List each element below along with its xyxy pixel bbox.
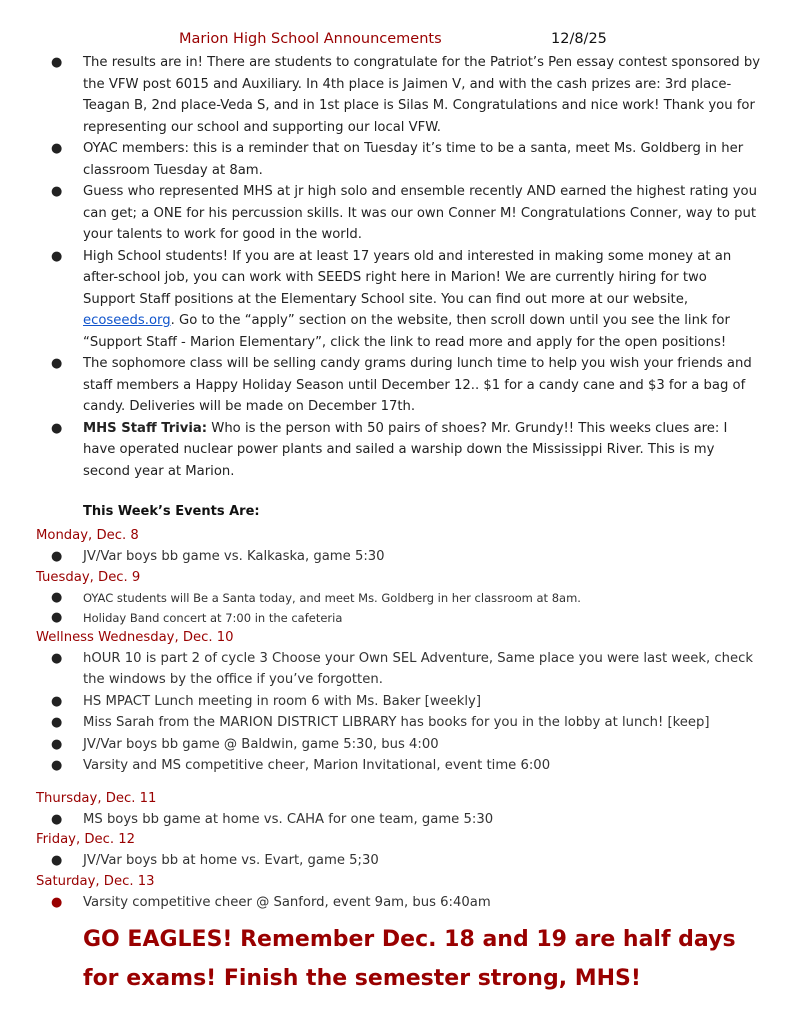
event-text: JV/Var boys bb game @ Baldwin, game 5:30, bus 4:00 bbox=[83, 736, 439, 752]
event-text: JV/Var boys bb at home vs. Evart, game 5;30 bbox=[83, 853, 379, 868]
announcement-item bbox=[0, 52, 760, 138]
event-text: Miss Sarah from the MARION DISTRICT LIBRARY has books for you in the lobby at lunch! [keep] bbox=[83, 715, 710, 730]
bullet-icon: ● bbox=[51, 894, 63, 910]
event-text: Holiday Band concert at 7:00 in the cafeteria bbox=[83, 610, 343, 625]
event-list bbox=[0, 648, 791, 777]
day-label: Thursday, Dec. 11 bbox=[36, 790, 157, 806]
event-list bbox=[0, 588, 791, 628]
day-wednesday bbox=[0, 628, 791, 777]
event-item bbox=[0, 892, 791, 914]
event-text: Varsity competitive cheer @ Sanford, event 9am, bus 6:40am bbox=[83, 894, 491, 910]
day-label: Wellness Wednesday, Dec. 10 bbox=[36, 629, 234, 645]
page-header bbox=[0, 31, 791, 51]
bullet-icon: ● bbox=[51, 589, 63, 605]
event-text: OYAC students will Be a Santa today, and meet Ms. Goldberg in her classroom at 8am. bbox=[83, 590, 581, 605]
announcement-item bbox=[0, 418, 760, 483]
day-label: Tuesday, Dec. 9 bbox=[36, 569, 141, 585]
event-text: HS MPACT Lunch meeting in room 6 with Ms. Baker [weekly] bbox=[83, 693, 482, 709]
day-monday bbox=[0, 526, 791, 568]
event-item bbox=[0, 712, 791, 734]
event-text: hOUR 10 is part 2 of cycle 3 Choose your Own SEL Adventure, Same place you were last week, check the windows by the office if you’ve forgotten. bbox=[83, 650, 753, 687]
announcement-text: The sophomore class will be selling candy grams during lunch time to help you wish your friends and staff members a Happy Holiday Season until December 12.. $1 for a candy cane and $3 for a bag of candy. Deliveries will be made on December 17th. bbox=[83, 356, 752, 414]
section-spacer bbox=[0, 777, 791, 789]
event-list bbox=[0, 546, 791, 568]
announcement-text: . Go to the “apply” section on the website, then scroll down until you see the link for “Support Staff - Marion Elementary”, click the link to read more and apply for the open positions! bbox=[83, 313, 730, 350]
bullet-icon: ● bbox=[51, 141, 63, 156]
bullet-icon: ● bbox=[51, 55, 63, 70]
bullet-icon: ● bbox=[51, 650, 63, 666]
bullet-icon: ● bbox=[51, 715, 63, 730]
bullet-icon: ● bbox=[51, 184, 63, 199]
announcement-list bbox=[0, 52, 760, 482]
bullet-icon: ● bbox=[51, 758, 63, 773]
event-item bbox=[0, 850, 791, 872]
day-tuesday bbox=[0, 568, 791, 628]
bullet-icon: ● bbox=[51, 853, 63, 868]
event-item bbox=[0, 734, 791, 756]
day-label: Friday, Dec. 12 bbox=[36, 832, 136, 847]
event-text: MS boys bb game at home vs. CAHA for one team, game 5:30 bbox=[83, 811, 494, 827]
closing-message: GO EAGLES! Remember Dec. 18 and 19 are half days for exams! Finish the semester strong, MHS! bbox=[83, 927, 736, 991]
bullet-icon: ● bbox=[51, 811, 63, 827]
event-item bbox=[0, 755, 791, 777]
announcement-item bbox=[0, 353, 760, 418]
announcement-text: OYAC members: this is a reminder that on Tuesday it’s time to be a santa, meet Ms. Goldberg in her classroom Tuesday at 8am. bbox=[83, 141, 744, 178]
bullet-icon: ● bbox=[51, 248, 63, 264]
event-item bbox=[0, 588, 791, 608]
announcement-text: High School students! If you are at least 17 years old and interested in making some money at an after-school job, you can work with SEEDS right here in Marion! We are currently hiring for two Support Staff positions at the Elementary School site. You can find out more at our website, bbox=[83, 248, 732, 307]
event-item bbox=[0, 546, 791, 568]
event-text: JV/Var boys bb game vs. Kalkaska, game 5:30 bbox=[83, 549, 385, 564]
bullet-icon: ● bbox=[51, 609, 63, 625]
events-heading: This Week’s Events Are: bbox=[83, 504, 260, 519]
day-thursday bbox=[0, 789, 791, 831]
day-saturday bbox=[0, 872, 791, 914]
event-text: Varsity and MS competitive cheer, Marion Invitational, event time 6:00 bbox=[83, 758, 551, 773]
page-title: Marion High School Announcements bbox=[179, 31, 442, 47]
announcement-text: The results are in! There are students to congratulate for the Patriot’s Pen essay contest sponsored by the VFW post 6015 and Auxiliary. In 4th place is Jaimen V, and with the cash prizes are: 3rd place-Teagan B, 2nd place-Veda S, and in 1st place is Silas M. Congratulations and nice work! Thank you for representing our school and supporting our local VFW. bbox=[83, 55, 761, 135]
bullet-icon: ● bbox=[51, 736, 63, 752]
announcement-text: Who is the person with 50 pairs of shoes? Mr. Grundy!! This weeks clues are: I have operated nuclear power plants and sailed a warship down the Mississippi River. This is my second year at Marion. bbox=[83, 420, 728, 479]
bullet-icon: ● bbox=[51, 549, 63, 564]
announcement-item bbox=[0, 181, 760, 246]
day-label: Monday, Dec. 8 bbox=[36, 528, 139, 543]
event-list bbox=[0, 850, 791, 872]
bullet-icon: ● bbox=[51, 693, 63, 709]
bullet-icon: ● bbox=[51, 420, 63, 436]
announcement-item bbox=[0, 138, 760, 181]
event-item bbox=[0, 648, 791, 691]
staff-trivia-label: MHS Staff Trivia: bbox=[83, 420, 208, 436]
bullet-icon: ● bbox=[51, 356, 63, 371]
event-list bbox=[0, 892, 791, 914]
events-by-day bbox=[0, 526, 791, 913]
event-item bbox=[0, 608, 791, 628]
event-item bbox=[0, 809, 791, 831]
day-label: Saturday, Dec. 13 bbox=[36, 873, 155, 889]
announcement-item bbox=[0, 246, 760, 354]
event-list bbox=[0, 809, 791, 831]
day-friday bbox=[0, 830, 791, 872]
ecoseeds-link[interactable]: ecoseeds.org bbox=[83, 313, 171, 328]
announcement-text: Guess who represented MHS at jr high solo and ensemble recently AND earned the highest rating you can get; a ONE for his percussion skills. It was our own Conner M! Congratulations Conner, way to put your talents to work for good in the world. bbox=[83, 184, 757, 242]
page-date: 12/8/25 bbox=[551, 31, 607, 47]
event-item bbox=[0, 691, 791, 713]
